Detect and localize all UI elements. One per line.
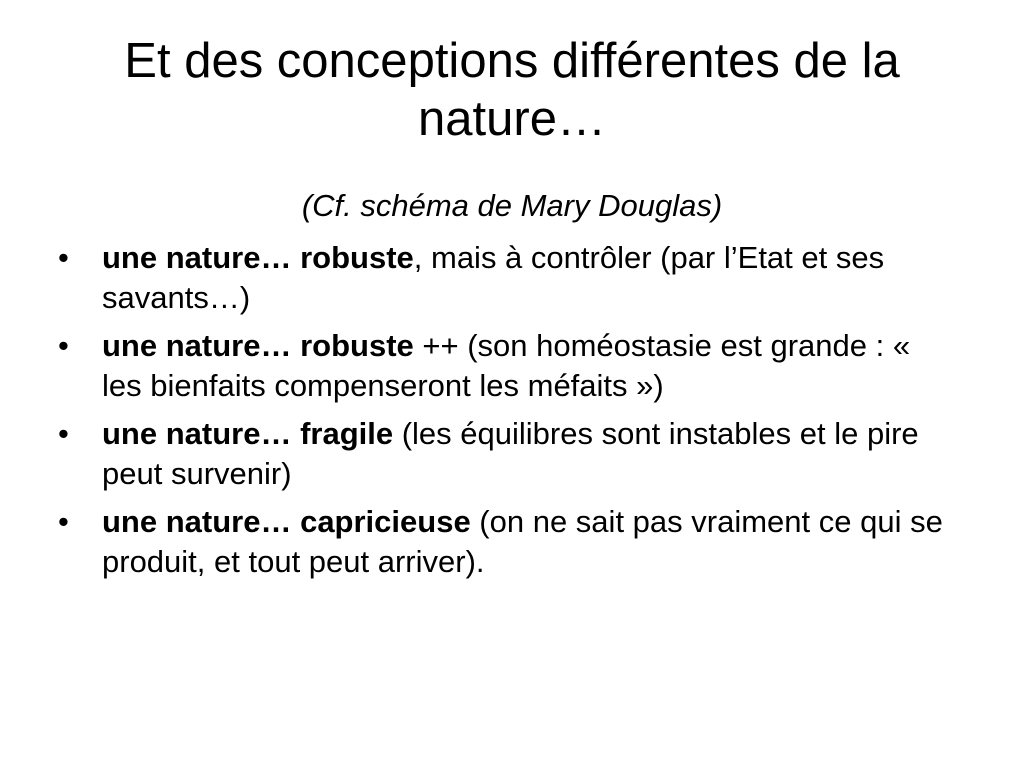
bullet-text: , mais à contrôler (par l’Etat et ses savants…) (102, 240, 885, 315)
bullet-item-2 (58, 326, 958, 406)
bullet-list (58, 238, 958, 590)
bullet-lead: une nature… fragile (102, 416, 394, 451)
bullet-dot-icon: • (58, 504, 69, 539)
bullet-text: (les équilibres sont instables et le pire peut survenir) (102, 416, 919, 491)
bullet-dot-icon: • (58, 328, 69, 363)
bullet-item-1 (58, 238, 958, 318)
slide-subtitle: (Cf. schéma de Mary Douglas) (301, 188, 723, 223)
bullet-lead: une nature… robuste (102, 328, 414, 363)
bullet-item-4 (58, 502, 958, 582)
bullet-lead: une nature… robuste (102, 240, 414, 275)
slide-title: Et des conceptions différentes de la nature… (124, 34, 900, 146)
bullet-text: (on ne sait pas vraiment ce qui se produit, et tout peut arriver). (102, 504, 943, 579)
bullet-text: ++ (son homéostasie est grande : « les bienfaits compenseront les méfaits ») (102, 328, 911, 403)
bullet-lead: une nature… capricieuse (102, 504, 471, 539)
bullet-item-3 (58, 414, 958, 494)
bullet-dot-icon: • (58, 416, 69, 451)
bullet-dot-icon: • (58, 240, 69, 275)
